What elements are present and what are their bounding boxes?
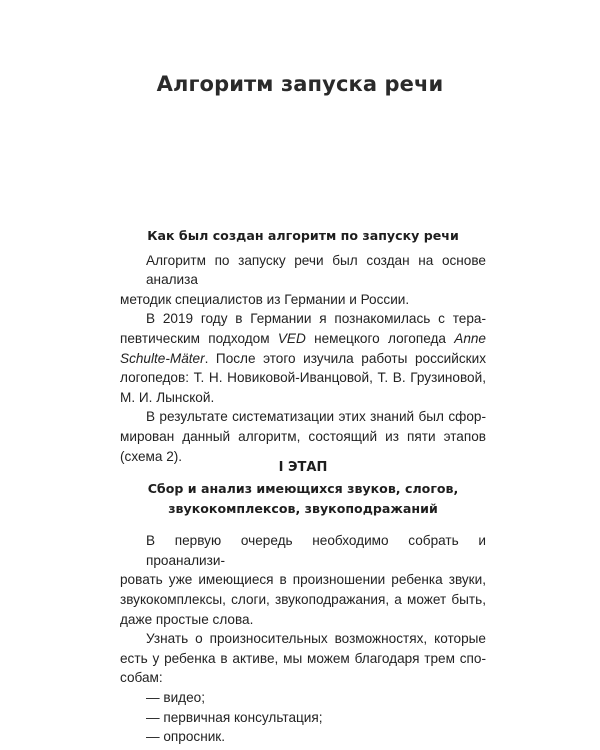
text-line: даже простые слова. — [120, 611, 254, 627]
stage-label: I ЭТАП — [278, 460, 328, 475]
list-item: — видео; — [146, 689, 206, 705]
stage-heading-line-1: Сбор и анализ имеющихся звуков, слогов, — [147, 481, 459, 496]
list-item: — первичная консультация; — [146, 709, 323, 725]
text-line: ровать уже имеющиеся в произношении ребенка звуки, — [120, 572, 486, 588]
text-line: Алгоритм по запуску речи был создан на основе анализа — [146, 252, 486, 288]
section-heading: Как был создан алгоритм по запуску речи — [147, 228, 459, 243]
text-line — [120, 329, 486, 349]
text-fragment: . После этого изучила работы российских — [204, 350, 486, 366]
text-line: есть у ребенка в активе, мы можем благодаря трем спо- — [120, 650, 486, 666]
paragraph-4 — [120, 531, 486, 629]
author-name-first: Anne — [454, 330, 486, 346]
section-stage-1 — [120, 458, 486, 747]
paragraph-1 — [120, 251, 486, 310]
section-how-created — [120, 226, 486, 466]
text-line: мирован данный алгоритм, состоящий из пяти этапов — [120, 428, 486, 444]
text-line: В 2019 году в Германии я познакомилась с тера- — [146, 311, 486, 327]
text-line: Узнать о произносительных возможностях, которые — [146, 631, 486, 647]
text-line: В первую очередь необходимо собрать и проанализи- — [146, 533, 486, 568]
text-fragment: певтическим подходом — [120, 330, 278, 346]
paragraph-5 — [120, 629, 486, 688]
method-name: VED — [277, 330, 306, 346]
text-line: В результате систематизации этих знаний был сфор- — [146, 409, 486, 425]
list-item: — опросник. — [146, 729, 226, 745]
text-fragment: немецкого логопеда — [305, 330, 455, 346]
text-line: М. И. Лынской. — [120, 389, 215, 405]
text-line: логопедов: Т. Н. Новиковой-Иванцовой, Т. В. Грузиновой, — [120, 370, 486, 386]
chapter-title: Алгоритм запуска речи — [156, 72, 444, 96]
author-name-last: Schulte-Mäter — [120, 350, 205, 366]
stage-heading-line-2: звукокомплексов, звукоподражаний — [168, 500, 438, 516]
paragraph-2 — [120, 309, 486, 407]
text-line — [120, 349, 486, 369]
text-line: звукокомплексы, слоги, звукоподражания, а может быть, — [120, 591, 486, 607]
text-line: (схема 2). — [120, 448, 183, 464]
text-line: собам: — [120, 670, 163, 686]
text-line: методик специалистов из Германии и России. — [120, 291, 410, 307]
methods-list — [120, 688, 486, 747]
